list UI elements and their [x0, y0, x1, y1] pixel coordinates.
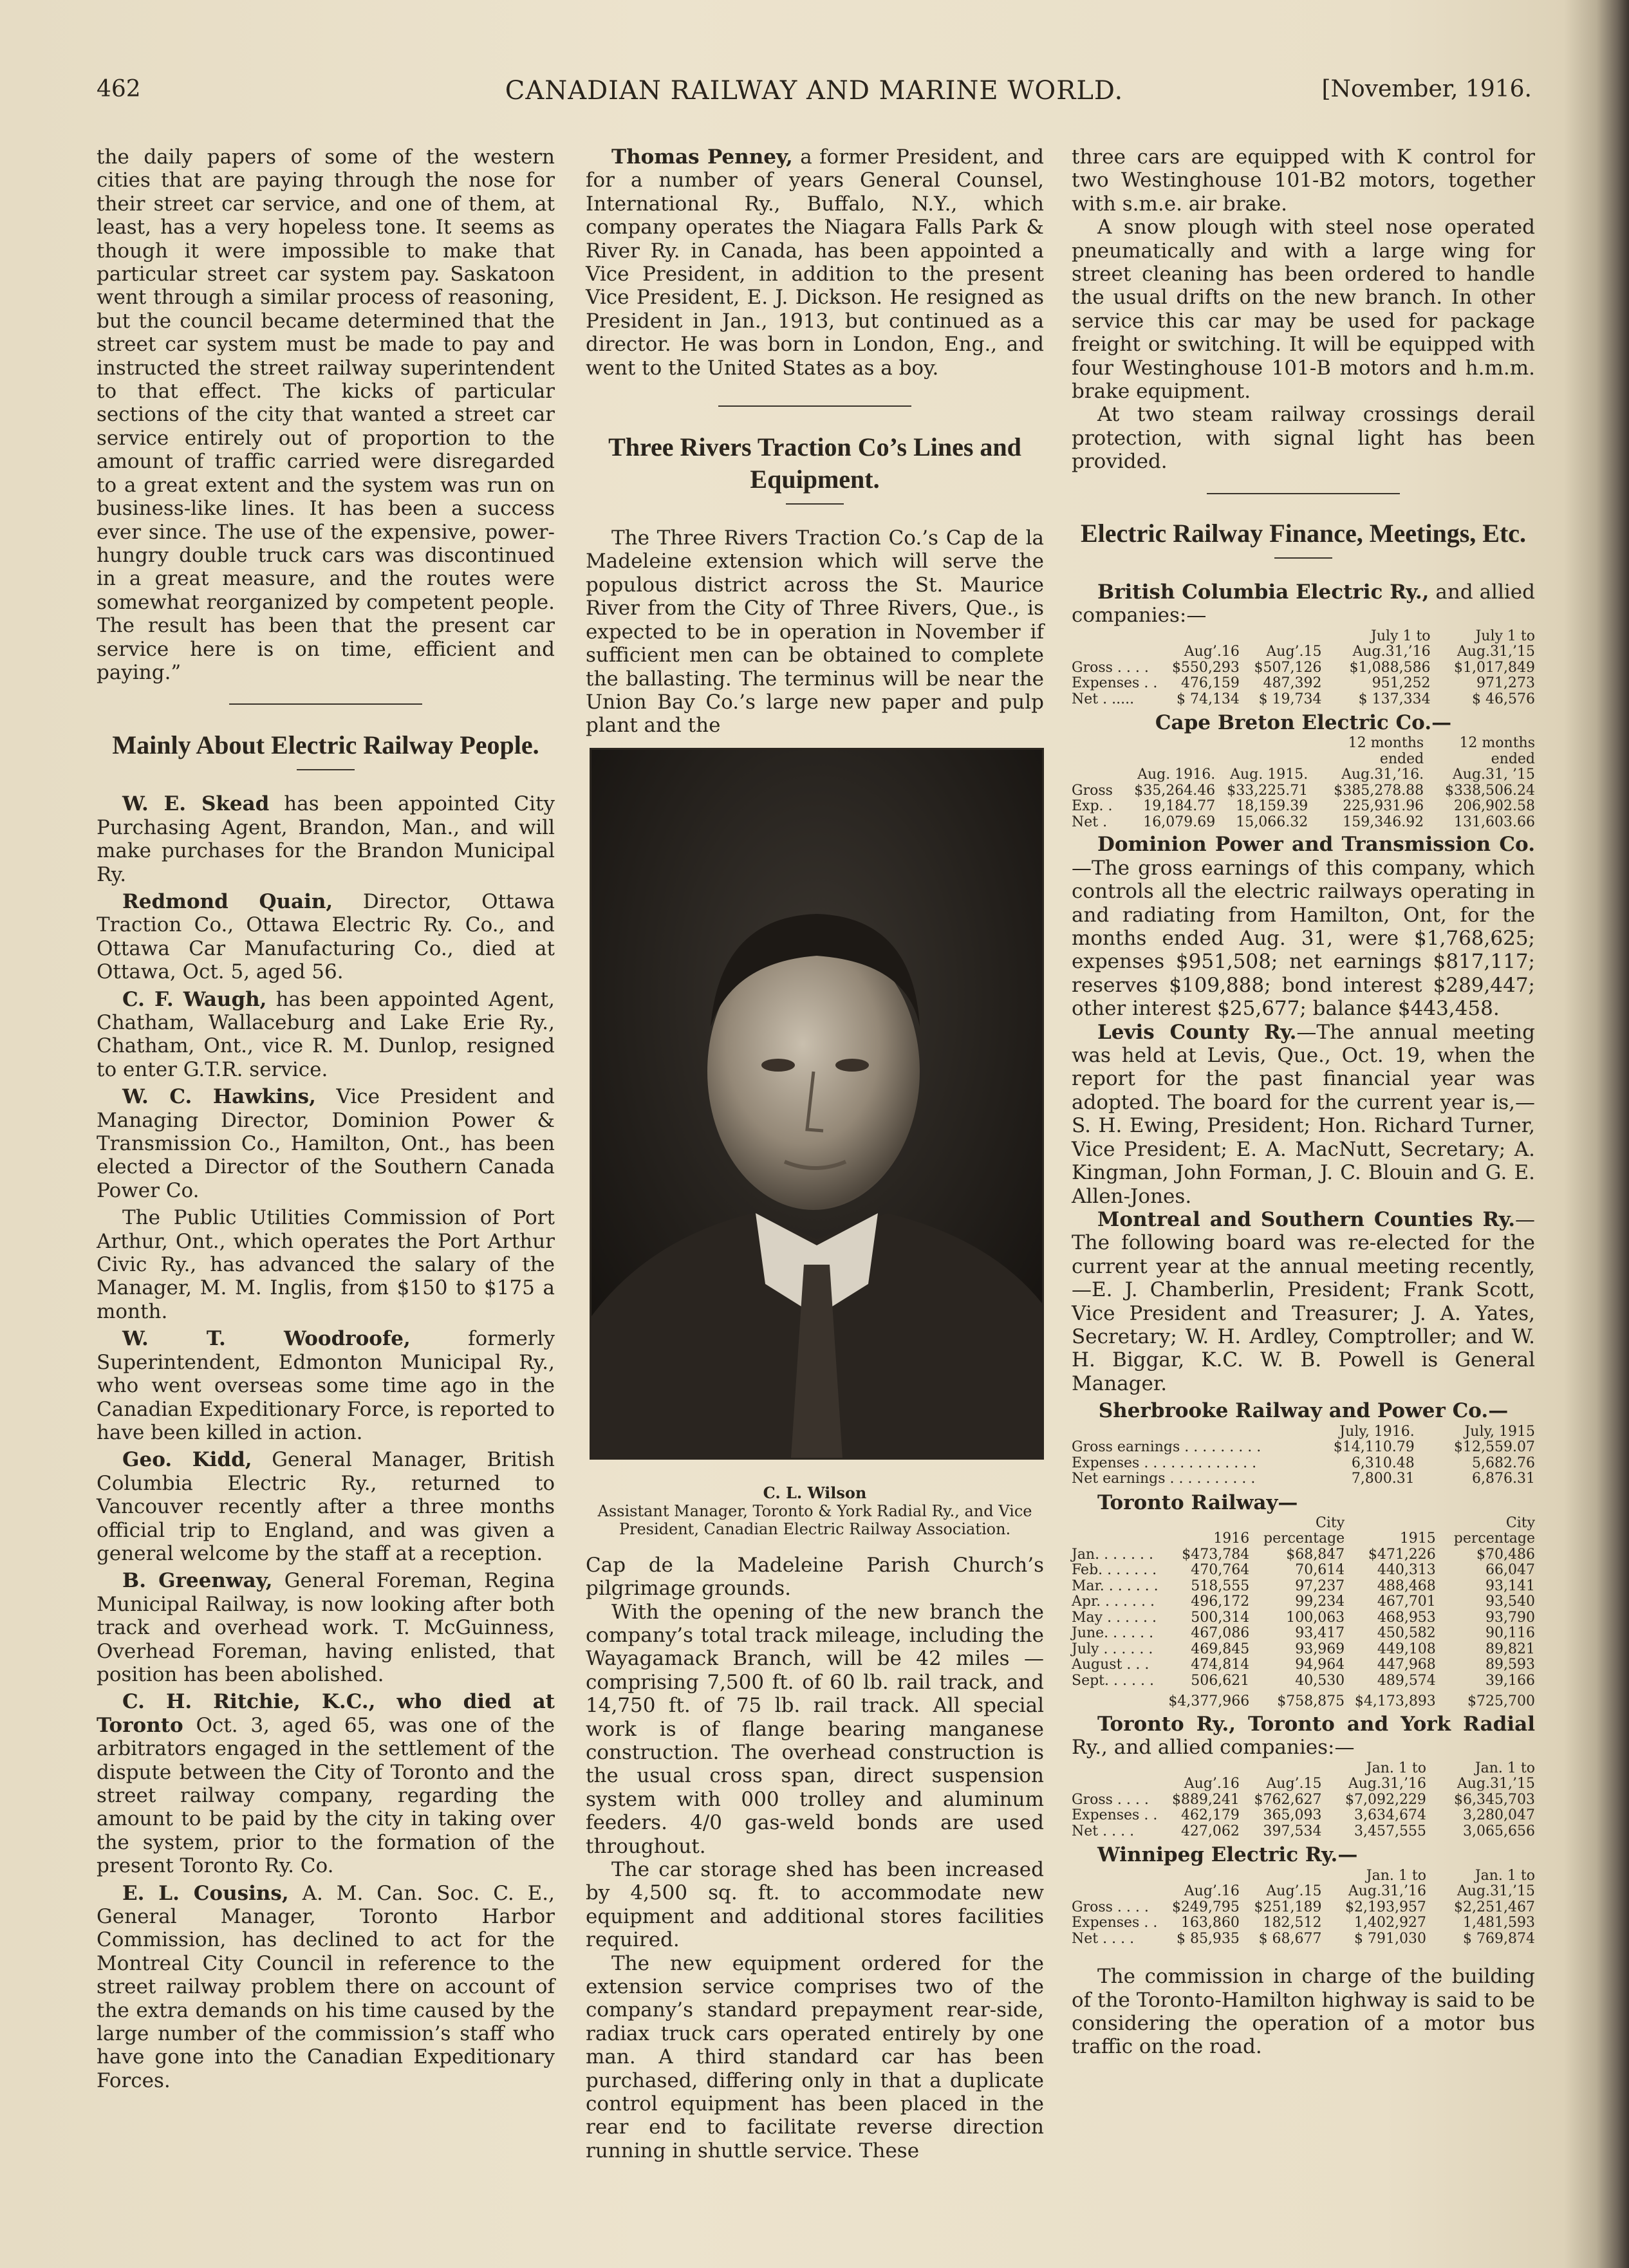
table-cell — [1240, 1761, 1322, 1777]
people-item — [97, 1882, 555, 2093]
toronto-york-table — [1072, 1761, 1535, 1840]
table-cell: 427,062 — [1180, 1823, 1240, 1839]
table-cell: 506,621 — [1191, 1672, 1250, 1689]
three-rivers-para-1: The Three Rivers Traction Co.’s Cap de la Madeleine extension which will serve the populous district across the St. Maurice River from the City of Three Rivers, Que., is expected to be in operation in November if sufficient men can be obtained to complete the ballasting. The terminus will be near the Union Bay Co.’s large new paper and pulp plant and the — [586, 526, 1044, 738]
table-cell: Aug’.16 — [1184, 1883, 1240, 1900]
table-cell: 89,821 — [1485, 1641, 1535, 1657]
table-cell: $758,875 — [1277, 1693, 1345, 1710]
person-text: formerly Superintendent, Edmonton Municipal Ry., who went overseas some time ago in the Canadian Expeditionary Force, is reported to have been killed in action. — [97, 1327, 555, 1444]
table-cell: 3,634,674 — [1354, 1807, 1426, 1824]
table-cell — [1122, 752, 1215, 768]
people-item — [97, 1448, 555, 1565]
table-cell: Aug.31,’15 — [1457, 1776, 1535, 1792]
table-cell — [1159, 1516, 1250, 1532]
table-cell: 476,159 — [1180, 675, 1240, 691]
table-header-row — [1072, 644, 1535, 660]
people-item — [97, 792, 555, 886]
table-cell: $ 137,334 — [1358, 691, 1431, 707]
table-cell: 951,252 — [1372, 675, 1431, 691]
table-cell: 6,310.48 — [1351, 1455, 1415, 1471]
table-cell: Net . . . . — [1072, 1823, 1135, 1839]
table-cell — [1072, 752, 1122, 768]
table-cell: 225,931.96 — [1343, 798, 1424, 815]
table-cell: $6,345,703 — [1454, 1791, 1535, 1808]
table-cell — [1215, 736, 1308, 752]
table-header-row — [1072, 1884, 1535, 1900]
table-cell: $1,017,849 — [1454, 659, 1535, 676]
table-cell: $507,126 — [1254, 659, 1322, 676]
bc-electric-table — [1072, 629, 1535, 708]
table-cell: Mar. . . . . . . — [1072, 1577, 1159, 1594]
table-cell: Expenses . . — [1072, 1915, 1158, 1931]
table-cell: Gross earnings . . . . . . . . . — [1072, 1439, 1261, 1456]
table-cell: Exp. . — [1072, 798, 1113, 815]
table-cell: July 1 to — [1475, 627, 1535, 644]
person-text: has been appointed City Purchasing Agent, Brandon, Man., and will make purchases for the Brandon Municipal Ry. — [97, 792, 555, 886]
table-cell: ended — [1491, 750, 1535, 767]
table-header-row — [1072, 1424, 1535, 1440]
table-cell: City — [1316, 1514, 1345, 1531]
dominion-paragraph: Dominion Power and Transmission Co.—The gross earnings of this company, which controls all the electric railways operating in and radiating from Hamilton, Ont, for the months ended Aug. 31, were $1,768,625; expenses $951,508; net earnings $817,117; reserves $109,888; bond interest $289,447; other interest $25,677; balance $443,458. — [1072, 833, 1535, 1021]
table-header-row — [1072, 1761, 1535, 1777]
table-cell: Aug.31,’16. — [1341, 767, 1424, 783]
table-cell — [1072, 767, 1122, 783]
table-row — [1072, 1563, 1535, 1579]
table-cell — [1157, 629, 1240, 645]
table-cell: 90,116 — [1485, 1625, 1535, 1642]
table-cell — [1072, 1531, 1159, 1547]
running-header — [97, 76, 1532, 115]
table-cell: $35,264.46 — [1134, 782, 1216, 799]
table-cell: 19,184.77 — [1143, 798, 1216, 815]
table-cell: 1,402,927 — [1354, 1915, 1426, 1931]
finance-table — [1072, 1868, 1535, 1947]
table-cell: 450,582 — [1377, 1625, 1436, 1642]
table-cell: 474,814 — [1191, 1657, 1250, 1673]
table-cell: July, 1915 — [1464, 1423, 1535, 1440]
table-cell: Net . ..... — [1072, 691, 1135, 707]
table-cell: 397,534 — [1263, 1823, 1322, 1839]
toronto-york-intro: Toronto Ry., Toronto and York Radial Ry., and allied companies:— — [1072, 1712, 1535, 1760]
table-cell: May . . . . . . — [1072, 1609, 1157, 1626]
portrait-photo — [590, 748, 1044, 1460]
table-cell: Feb. . . . . . . — [1072, 1562, 1157, 1579]
table-cell: 449,108 — [1377, 1641, 1436, 1657]
people-item — [97, 1327, 555, 1444]
section-rule — [718, 405, 911, 407]
table-cell: Aug’.15 — [1266, 1883, 1322, 1900]
table-cell — [1240, 1868, 1322, 1884]
table-cell — [1072, 629, 1157, 645]
table-cell: 462,179 — [1180, 1807, 1240, 1824]
table-cell: 7,800.31 — [1351, 1471, 1415, 1487]
column-3 — [1072, 145, 1535, 2059]
table-cell: $338,506.24 — [1445, 782, 1535, 799]
table-cell — [1072, 1689, 1159, 1710]
table-cell: $4,377,966 — [1168, 1693, 1250, 1710]
table-cell: $ 74,134 — [1176, 691, 1240, 707]
table-cell: Expenses . . — [1072, 1807, 1158, 1824]
table-row — [1072, 1792, 1535, 1808]
table-cell: 70,614 — [1295, 1562, 1345, 1579]
people-item — [97, 1690, 555, 1877]
table-row — [1072, 1900, 1535, 1916]
table-row — [1072, 1808, 1535, 1824]
table-cell: $725,700 — [1467, 1693, 1535, 1710]
section-rule — [1207, 493, 1400, 494]
table-cell — [1157, 1761, 1240, 1777]
table-cell: 468,953 — [1377, 1609, 1436, 1626]
heading-rule — [297, 769, 355, 770]
table-cell: 469,845 — [1191, 1641, 1250, 1657]
table-cell: Aug.31,’16 — [1348, 1883, 1426, 1900]
three-rivers-para-4: The car storage shed has been increased by 4,500 sq. ft. to accommodate new equipment and additional stores facilities required. — [586, 1858, 1044, 1952]
table-row — [1072, 1456, 1535, 1472]
person-name: W. T. Woodroofe, — [122, 1327, 411, 1351]
table-cell: 467,086 — [1191, 1625, 1250, 1642]
table-cell: 16,079.69 — [1143, 813, 1216, 830]
table-cell: 93,540 — [1485, 1594, 1535, 1610]
table-cell: 3,280,047 — [1463, 1807, 1535, 1824]
column-2 — [586, 145, 1044, 2162]
person-name: E. L. Cousins, — [122, 1881, 289, 1905]
table-cell: $249,795 — [1171, 1899, 1240, 1915]
table-row — [1072, 1547, 1535, 1563]
winnipeg-table — [1072, 1868, 1535, 1947]
table-cell: $251,189 — [1254, 1899, 1322, 1915]
table-cell: Jan. 1 to — [1475, 1760, 1535, 1776]
table-cell: July, 1916. — [1339, 1423, 1415, 1440]
table-row — [1072, 1579, 1535, 1595]
table-header-row — [1072, 1531, 1535, 1547]
person-text: has been appointed Agent, Chatham, Wallaceburg and Lake Erie Ry., Chatham, Ont., vice R. M. Dunlop, resigned to enter G.T.R. service. — [97, 987, 555, 1081]
finance-table — [1072, 736, 1535, 830]
issue-date: [November, 1916. — [1321, 76, 1532, 102]
table-cell: 6,876.31 — [1472, 1471, 1535, 1487]
finance-table — [1072, 1761, 1535, 1840]
table-cell — [1072, 644, 1157, 660]
heading-rule — [1274, 557, 1332, 559]
toronto-railway-table — [1072, 1516, 1535, 1710]
table-cell: 94,964 — [1295, 1657, 1345, 1673]
winnipeg-title: Winnipeg Electric Ry.— — [1097, 1843, 1358, 1867]
finance-table — [1072, 1424, 1535, 1487]
table-row — [1072, 783, 1535, 799]
photo-caption — [586, 1484, 1044, 1538]
people-item — [97, 1206, 555, 1323]
table-cell: $550,293 — [1171, 659, 1240, 676]
table-row — [1072, 1915, 1535, 1931]
table-cell: 440,313 — [1377, 1562, 1436, 1579]
table-cell: Aug’.15 — [1266, 1776, 1322, 1792]
table-cell: 97,237 — [1295, 1577, 1345, 1594]
table-row — [1072, 1610, 1535, 1626]
table-cell — [1122, 736, 1215, 752]
table-cell: 488,468 — [1377, 1577, 1436, 1594]
people-list — [97, 792, 555, 2092]
sherbrooke-title: Sherbrooke Railway and Power Co.— — [1098, 1399, 1509, 1423]
table-cell: $12,559.07 — [1454, 1439, 1535, 1456]
table-cell — [1072, 1424, 1294, 1440]
table-cell: 18,159.39 — [1236, 798, 1308, 815]
table-cell — [1215, 752, 1308, 768]
bc-electric-intro: British Columbia Electric Ry., and allied companies:— — [1072, 580, 1535, 627]
people-item — [97, 988, 555, 1082]
table-cell: 206,902.58 — [1454, 798, 1535, 815]
publication-title: CANADIAN RAILWAY AND MARINE WORLD. — [505, 76, 1124, 106]
montreal-paragraph: Montreal and Southern Counties Ry.— The following board was re-elected for the current year at the annual meeting recently,—E. J. Chamberlin, President; Frank Scott, Vice President and Treasurer; J. A. Yates, Secretary; W. H. Ardley, Comptroller; and W. H. Biggar, K.C. W. B. Powell is General Manager. — [1072, 1207, 1535, 1395]
cape-breton-title: Cape Breton Electric Co.— — [1155, 711, 1452, 734]
table-cell: percentage — [1263, 1530, 1345, 1547]
table-cell: 89,593 — [1485, 1657, 1535, 1673]
table-cell: ended — [1379, 750, 1424, 767]
toronto-railway-title: Toronto Railway— — [1097, 1491, 1298, 1514]
table-row — [1072, 692, 1535, 708]
person-name: W. C. Hawkins, — [122, 1085, 316, 1109]
table-cell: $68,847 — [1286, 1546, 1345, 1563]
table-cell — [1240, 629, 1322, 645]
table-cell — [1072, 1761, 1157, 1777]
table-cell: City — [1505, 1514, 1535, 1531]
table-cell: $889,241 — [1171, 1791, 1240, 1808]
page-number: 462 — [97, 76, 141, 102]
table-cell: June. . . . . . — [1072, 1625, 1154, 1642]
table-header-row — [1072, 1868, 1535, 1884]
table-cell: Gross . . . . — [1072, 1899, 1149, 1915]
table-header-row — [1072, 736, 1535, 752]
three-rivers-para-2: Cap de la Madeleine Parish Church’s pilgrimage grounds. — [586, 1553, 1044, 1601]
three-rivers-heading: Three Rivers Traction Co’s Lines and Equipment. — [608, 432, 1021, 494]
table-header-row — [1072, 1776, 1535, 1792]
equipment-para-1: three cars are equipped with K control for two Westinghouse 101-B2 motors, together with s.m.e. air brake. — [1072, 145, 1535, 216]
heading-rule — [786, 503, 844, 505]
table-cell: Net earnings . . . . . . . . . . — [1072, 1471, 1256, 1487]
table-cell: $70,486 — [1476, 1546, 1535, 1563]
table-cell: Aug’.16 — [1184, 644, 1240, 660]
table-cell: 163,860 — [1180, 1915, 1240, 1931]
table-cell: Aug.31,’16 — [1352, 644, 1431, 660]
table-cell: percentage — [1453, 1530, 1535, 1547]
person-text: Vice President and Managing Director, Dominion Power & Transmission Co., Hamilton, Ont., has been elected a Director of the Southern Canada Power Co. — [97, 1085, 555, 1202]
table-cell: 1,481,593 — [1463, 1915, 1535, 1931]
table-header-row — [1072, 629, 1535, 645]
person-text: Director, Ottawa Traction Co., Ottawa Electric Ry. Co., and Ottawa Car Manufacturing Co., died at Ottawa, Oct. 5, aged 56. — [97, 889, 555, 984]
penney-paragraph — [586, 145, 1044, 380]
table-cell: July 1 to — [1371, 627, 1431, 644]
table-row — [1072, 1440, 1535, 1456]
table-cell: Aug.31,’15 — [1457, 1883, 1535, 1900]
table-cell: 66,047 — [1485, 1562, 1535, 1579]
table-cell: 3,457,555 — [1354, 1823, 1426, 1839]
sherbrooke-table — [1072, 1424, 1535, 1487]
table-cell: Gross . . . . — [1072, 1791, 1149, 1808]
table-cell: 93,417 — [1295, 1625, 1345, 1642]
column-1 — [97, 145, 555, 2092]
table-cell: $ 769,874 — [1463, 1930, 1535, 1947]
table-cell: $33,225.71 — [1227, 782, 1308, 799]
table-cell: $473,784 — [1182, 1546, 1250, 1563]
table-row — [1072, 799, 1535, 815]
table-cell: 447,968 — [1377, 1657, 1436, 1673]
table-cell: $14,110.79 — [1333, 1439, 1415, 1456]
table-cell: 39,166 — [1485, 1672, 1535, 1689]
person-name: C. F. Waugh, — [122, 987, 267, 1011]
table-cell: $4,173,893 — [1354, 1693, 1436, 1710]
highway-paragraph: The commission in charge of the building of the Toronto-Hamilton highway is said to be considering the operation of a motor bus traffic on the road. — [1072, 1965, 1535, 2059]
cape-breton-table — [1072, 736, 1535, 830]
table-cell: Expenses . . . . . . . . . . . . . — [1072, 1455, 1257, 1471]
person-name: Redmond Quain, — [122, 889, 333, 913]
table-cell: Aug’.16 — [1184, 1776, 1240, 1792]
table-cell: Jan. 1 to — [1475, 1867, 1535, 1884]
table-cell: $7,092,229 — [1345, 1791, 1426, 1808]
table-cell: August . . . — [1072, 1657, 1150, 1673]
person-text: A. M. Can. Soc. C. E., General Manager, Toronto Harbor Commission, has declined to act for the Montreal City Council in reference to the street railway problem there on account of the extra demands on his time caused by the large number of the commission’s staff who have gone into the Canadian Expeditionary Forces. — [97, 1881, 555, 2092]
table-cell: $762,627 — [1254, 1791, 1322, 1808]
table-row — [1072, 1594, 1535, 1610]
table-row — [1072, 1626, 1535, 1642]
table-cell: Gross . . . . — [1072, 659, 1149, 676]
table-row — [1072, 1642, 1535, 1658]
person-text: General Manager, British Columbia Electric Ry., returned to Vancouver recently after a three months official trip to England, and was given a general welcome by the staff at a reception. — [97, 1448, 555, 1565]
table-cell — [1072, 1776, 1157, 1792]
person-name: Thomas Penney, — [611, 145, 793, 169]
table-cell: Aug’.15 — [1266, 644, 1322, 660]
table-cell: 40,530 — [1295, 1672, 1345, 1689]
table-cell: $ 19,734 — [1258, 691, 1322, 707]
table-cell: Net . — [1072, 813, 1108, 830]
table-cell: 3,065,656 — [1463, 1823, 1535, 1839]
table-cell: 182,512 — [1263, 1915, 1322, 1931]
table-cell: 470,764 — [1191, 1562, 1250, 1579]
table-cell: Jan. 1 to — [1366, 1867, 1426, 1884]
table-cell: $ 68,677 — [1258, 1930, 1322, 1947]
table-cell: Gross — [1072, 782, 1113, 799]
table-cell: $2,193,957 — [1345, 1899, 1426, 1915]
table-header-row — [1072, 1516, 1535, 1532]
person-text: a former President, and for a number of years General Counsel, International Ry., Buffalo, N.Y., which company operates the Niagara Falls Park & River Ry. in Canada, has been appointed a Vice President, in addition to the present Vice President, E. J. Dickson. He resigned as President in Jan., 1913, but continued as a director. He was born in London, Eng., and went to the United States as a boy. — [586, 145, 1044, 380]
table-cell: 12 months — [1348, 735, 1424, 752]
people-heading: Mainly About Electric Railway People. — [112, 730, 539, 760]
table-row — [1072, 660, 1535, 676]
table-cell: Jan. 1 to — [1366, 1760, 1426, 1776]
caption-name: C. L. Wilson — [763, 1483, 867, 1502]
table-cell: 971,273 — [1476, 675, 1535, 691]
table-cell: Sept. . . . . . — [1072, 1672, 1154, 1689]
table-cell: 99,234 — [1295, 1594, 1345, 1610]
table-cell: $471,226 — [1368, 1546, 1436, 1563]
table-header-row — [1072, 767, 1535, 783]
table-cell: Aug. 1915. — [1230, 767, 1308, 783]
table-cell: Aug.31,’16 — [1348, 1776, 1426, 1792]
finance-table — [1072, 629, 1535, 708]
three-rivers-para-3: With the opening of the new branch the company’s total track mileage, including the Wayagamack Branch, will be 42 miles —comprising 7,500 ft. of 60 lb. rail track, and 14,750 ft. of 75 lb. rail track. All special work is of flange bearing manganese construction. The overhead construction is the usual cross span, direct suspension system with 000 trolley and aluminum feeders. 4/0 gas-weld bonds are used throughout. — [586, 1600, 1044, 1858]
three-rivers-para-5: The new equipment ordered for the extension service comprises two of the company’s standard prepayment rear-side, radiax truck cars operated entirely by one man. A third standard car has been purchased, differing only in that a duplicate control equipment has been placed in the rear end to facilitate reverse direction running in shuttle service. These — [586, 1951, 1044, 2162]
table-cell: 500,314 — [1191, 1609, 1250, 1626]
table-row — [1072, 815, 1535, 831]
table-cell: 93,141 — [1485, 1577, 1535, 1594]
table-row — [1072, 1471, 1535, 1487]
table-cell: $ 791,030 — [1354, 1930, 1426, 1947]
table-row — [1072, 676, 1535, 692]
person-name: Geo. Kidd, — [122, 1448, 252, 1472]
table-cell: 131,603.66 — [1454, 813, 1535, 830]
table-cell: $1,088,586 — [1349, 659, 1431, 676]
section-rule — [229, 703, 422, 705]
table-cell: 15,066.32 — [1236, 813, 1308, 830]
table-cell: Aug. 1916. — [1137, 767, 1216, 783]
table-cell: 93,969 — [1295, 1641, 1345, 1657]
table-cell: 159,346.92 — [1343, 813, 1424, 830]
person-text: General Foreman, Regina Municipal Railway, is now looking after both track and overhead work. T. McGuinness, Overhead Foreman, having enlisted, that position has been abolished. — [97, 1569, 555, 1686]
table-cell: Net . . . . — [1072, 1930, 1135, 1947]
table-cell: 1915 — [1399, 1530, 1436, 1547]
finance-table — [1072, 1516, 1535, 1710]
table-cell: 467,701 — [1377, 1594, 1436, 1610]
person-text: Oct. 3, aged 65, was one of the arbitrators engaged in the settlement of the dispute between the City of Toronto and the street railway company, regarding the amount to be paid by the city in taking over the system, prior to the formation of the present Toronto Ry. Co. — [97, 1713, 555, 1878]
portrait-image — [591, 750, 1042, 1458]
caption-text: Assistant Manager, Toronto & York Radial Ry., and Vice President, Canadian Electric Railway Association. — [597, 1501, 1032, 1538]
table-row — [1072, 1824, 1535, 1840]
table-cell: 487,392 — [1263, 675, 1322, 691]
table-cell: 518,555 — [1191, 1577, 1250, 1594]
people-item — [97, 1085, 555, 1202]
people-item — [97, 890, 555, 984]
table-cell: 12 months — [1459, 735, 1535, 752]
table-cell: 100,063 — [1286, 1609, 1345, 1626]
table-row — [1072, 1931, 1535, 1947]
person-text: The Public Utilities Commission of Port Arthur, Ont., which operates the Port Arthur Civic Ry., has advanced the salary of the Manager, M. M. Inglis, from $150 to $175 a month. — [97, 1206, 555, 1323]
person-name: B. Greenway, — [122, 1569, 273, 1593]
intro-paragraph: the daily papers of some of the western cities that are paying through the nose for their street car service, and one of them, at least, has a very hopeless tone. It seems as though it were impossible to make that particular street car system pay. Saskatoon went through a similar process of reasoning, but the council became determined that the street car system must be made to pay and instructed the street railway superintendent to that effect. The kicks of particular sections of the city that wanted a street car service entirely out of proportion to the amount of traffic carried were disregarded to a great extent and the system was run on business-like lines. It has been a success ever since. The use of the expensive, power-hungry double truck cars was discontinued in a great measure, and the routes were somewhat reorganized by competent people. The result has been that the present car service here is on time, efficient and paying.” — [97, 145, 555, 684]
equipment-para-3: At two steam railway crossings derail protection, with signal light has been provided. — [1072, 403, 1535, 474]
table-cell — [1157, 1868, 1240, 1884]
table-cell: $ 46,576 — [1472, 691, 1535, 707]
table-cell: Aug.31, ’15 — [1452, 767, 1535, 783]
table-cell: $2,251,467 — [1454, 1899, 1535, 1915]
table-header-row — [1072, 752, 1535, 768]
table-cell: $385,278.88 — [1334, 782, 1424, 799]
table-cell: 5,682.76 — [1472, 1455, 1535, 1471]
table-cell: July . . . . . . — [1072, 1641, 1153, 1657]
table-cell — [1072, 1516, 1159, 1532]
table-cell: 365,093 — [1263, 1807, 1322, 1824]
person-name: C. H. Ritchie, K.C., who died at Toronto — [97, 1690, 555, 1737]
table-cell: Aug.31,’15 — [1457, 644, 1535, 660]
table-cell: 496,172 — [1191, 1594, 1250, 1610]
table-cell: $ 85,935 — [1176, 1930, 1240, 1947]
table-cell: 93,790 — [1485, 1609, 1535, 1626]
table-row — [1072, 1673, 1535, 1689]
table-cell: 1916 — [1213, 1530, 1250, 1547]
table-row — [1072, 1657, 1535, 1673]
table-cell — [1072, 1868, 1157, 1884]
table-cell — [1345, 1516, 1436, 1532]
levis-paragraph: Levis County Ry.—The annual meeting was held at Levis, Que., Oct. 19, when the report for the past financial year was adopted. The board for the current year is,—S. H. Ewing, President; Hon. Richard Turner, Vice President; E. A. MacNutt, Secretary; A. Kingman, John Forman, J. C. Blouin and G. E. Allen-Jones. — [1072, 1020, 1535, 1208]
table-cell: Expenses . . — [1072, 675, 1158, 691]
table-cell: Jan. . . . . . . — [1072, 1546, 1154, 1563]
people-item — [97, 1569, 555, 1686]
table-cell: 489,574 — [1377, 1672, 1436, 1689]
table-cell: Apr. . . . . . . — [1072, 1594, 1155, 1610]
finance-heading: Electric Railway Finance, Meetings, Etc. — [1080, 518, 1527, 548]
person-name: W. E. Skead — [122, 792, 270, 816]
table-totals-row — [1072, 1689, 1535, 1710]
equipment-para-2: A snow plough with steel nose operated pneumatically and with a large wing for street cleaning has been ordered to handle the usual drifts on the new branch. In other service this car may be used for package freight or switching. It will be equipped with four Westinghouse 101-B motors and h.m.m. brake equipment. — [1072, 216, 1535, 404]
table-cell — [1072, 1884, 1157, 1900]
table-cell — [1072, 736, 1122, 752]
